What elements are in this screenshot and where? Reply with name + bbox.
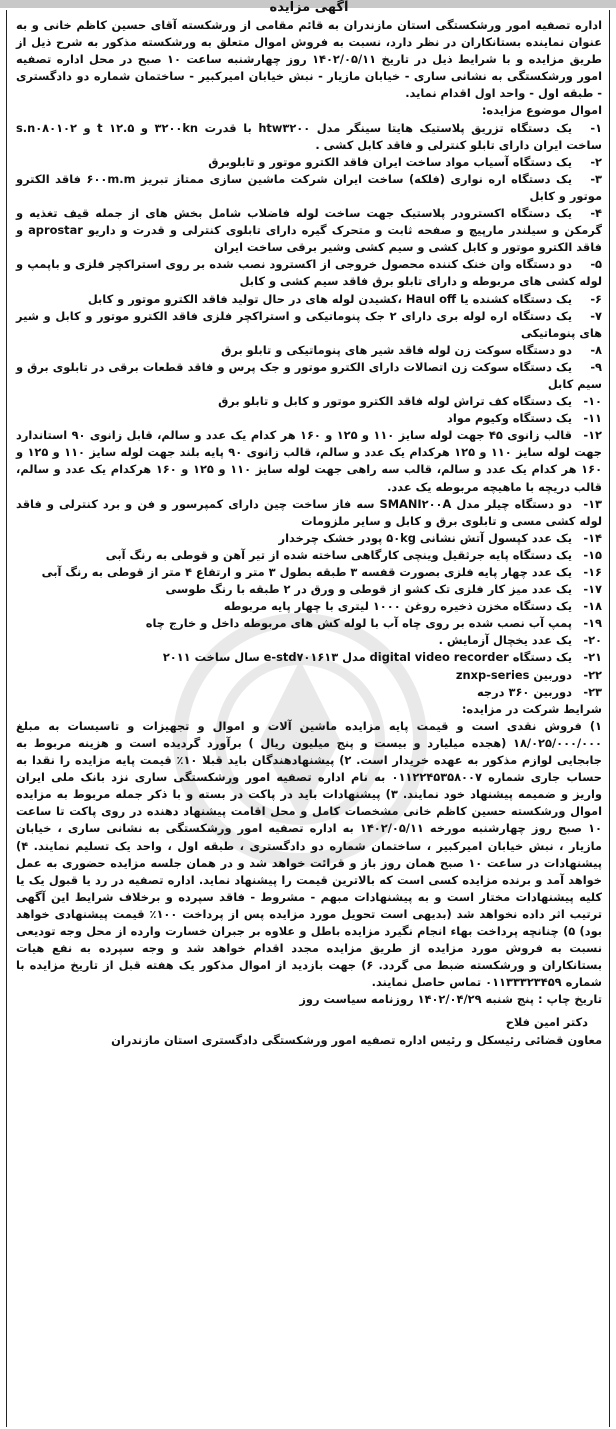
item-number: ۱- <box>590 120 603 135</box>
item-number: ۲۱- <box>583 650 602 665</box>
item-number: ۱۷- <box>583 582 602 597</box>
list-item <box>16 547 602 564</box>
item-number: ۱۰- <box>583 394 602 409</box>
list-item <box>16 496 602 530</box>
item-text: یک دستگاه اکسترودر پلاستیک جهت ساخت لوله فاضلاب شامل بخش های از جمله قیف تغذیه و گرمکن و سیلندر مارپیچ و صفحه ثابت و متحرک گیره دارای تابلوی کنترلی و قدرت و داریو aprostar و فاقد الکترو موتور و کابل کشی و سیم کشی وشیر برقی ساخت ایران <box>16 206 602 255</box>
item-number: ۷- <box>590 308 602 323</box>
items-heading: اموال موضوع مزایده: <box>481 103 602 118</box>
item-text: یک دستگاه سوکت زن اتصالات دارای الکترو موتور و جک پرس و فاقد قطعات برقی در تابلوی برق و سیم کابل <box>16 359 602 391</box>
signature-block <box>16 1014 602 1048</box>
item-text: دوربین ۳۶۰ درجه <box>477 684 572 699</box>
list-item <box>16 154 602 171</box>
item-number: ۵- <box>590 257 602 272</box>
list-item <box>16 205 602 256</box>
item-text: پمپ آب نصب شده بر روی چاه آب با لوله کش های مربوطه داخل و خارج چاه <box>145 616 572 631</box>
item-text: یک دستگاه تزریق پلاستیک هایتا سینگر مدل htw۳۲۰۰ با قدرت ۳۲۰۰kn و ۱۲.۵ t و s.n۰۸۰۱۰۲ ساخت ایران دارای تابلو کنترلی و فاقد کابل کشی . <box>16 120 602 152</box>
item-text: یک دستگاه اره نواری (فلکه) ساخت ایران شرکت ماشین سازی ممتاز تبریز ۶۰۰m.m فاقد الکترو موتور و کابل <box>16 171 602 203</box>
signer-title: معاون قضائی رئیسکل و رئیس اداره تصفیه امور ورشکستگی دادگستری استان مازندران <box>111 1032 602 1047</box>
item-text: دوربین znxp-series <box>455 667 572 682</box>
item-text: یک دستگاه آسیاب مواد ساخت ایران فاقد الکترو موتور و تابلوبرق <box>208 154 572 169</box>
notice-body <box>16 0 602 1049</box>
item-number: ۱۵- <box>583 547 602 562</box>
items-list <box>16 120 602 701</box>
item-text: یک دستگاه وکیوم مواد <box>447 411 572 426</box>
list-item <box>16 667 602 684</box>
item-number: ۱۳- <box>583 496 602 511</box>
conditions-heading: شرایط شرکت در مزایده: <box>461 701 602 716</box>
item-number: ۲- <box>590 154 602 169</box>
list-item <box>16 342 602 359</box>
list-item <box>16 598 602 615</box>
item-number: ۶- <box>590 291 602 306</box>
signer-name: دکتر امین فلاح <box>505 1015 588 1030</box>
list-item <box>16 410 602 427</box>
list-item <box>16 632 602 649</box>
item-number: ۸- <box>590 342 602 357</box>
item-number: ۳- <box>590 171 602 186</box>
list-item <box>16 615 602 632</box>
item-text: یک عدد میز کار فلزی تک کشو از قوطی و ورق در ۲ طبقه با رنگ طوسی <box>165 582 572 597</box>
item-text: دو دستگاه سوکت زن لوله فاقد شیر های پنوماتیکی و تابلو برق <box>221 342 572 357</box>
list-item <box>16 256 602 290</box>
notice-title: آگهی مزایده <box>269 0 349 15</box>
item-number: ۱۶- <box>583 565 602 579</box>
item-number: ۱۹- <box>583 616 602 631</box>
item-text: دو دستگاه وان خنک کننده محصول خروجی از اکسترود نصب شده بر روی استراکچر فلزی و باپمپ و لوله کشی های مربوطه و دارای تابلو برق فاقد سیم کشی و کابل <box>16 257 602 289</box>
item-number: ۴- <box>590 206 602 221</box>
item-number: ۱۸- <box>583 599 602 614</box>
print-date: تاریخ چاپ : پنج شنبه ۱۴۰۲/۰۴/۲۹ روزنامه سیاست روز <box>299 992 602 1007</box>
item-text: دو دستگاه چیلر مدل SMANI۲۰۰A سه فاز ساخت چین دارای کمپرسور و فن و برد کنترلی و فاقد لوله کشی مسی و تابلوی برق و کابل و سایر ملزومات <box>16 496 602 528</box>
list-item <box>16 649 602 666</box>
item-number: ۱۱- <box>583 411 602 426</box>
conditions-text: ۱) فروش نقدی است و قیمت پایه مزایده ماشین آلات و اموال و تجهیزات و تاسیسات به مبلغ ۱۸/۰۲۵/۰۰۰/۰۰۰ (هجده میلیارد و بیست و پنج میلیون ریال ) برآورد گردیده است و هزینه مربوط به جابجایی لوازم مذکور به عهده خریدار است. ۲) پیشنهادهندگان باید قبلا ۱۰٪ قیمت پایه مزایده را نقدا به حساب جاری شماره ۰۱۱۲۲۴۵۳۵۸۰۰۷ به نام اداره تصفیه امور ورشکستگی ساری نزد بانک ملی ایران واریز و ضمیمه پیشنهاد خود نمایند. ۳) پیشنهادات باید در پاکت در بسته و با ذکر جمله مربوط به مزایده اموال ورشکسته حسین کاظم خانی مشخصات کامل و محل اقامت پیشنهاد دهنده در روی پاکت تا ساعت ۱۰ صبح روز چهارشنبه مورخه ۱۴۰۲/۰۵/۱۱ به اداره تصفیه امور ورشکستگی به نشانی ساری ، خیابان مازیار ، نبش خیابان امیرکبیر ، ساختمان شماره دو دادگستری ، طبقه اول ، واحد یک تسلیم نمایند. ۴) پیشنهادات در ساعت ۱۰ صبح همان روز باز و قرائت خواهد شد و در همان جلسه مزایده حضوری به عمل خواهد آمد و برنده مزایده کسی است که بالاترین قیمت را پیشنهاد نماید. اداره تصفیه در رد یا قبول یک یا کلیه پیشنهادات مختار است و به پیشنهادات مبهم - مشروط - فاقد سپرده و برخلاف شرایط این آگهی ترتیب اثر داده نخواهد شد (بدیهی است تحویل مورد مزایده پس از پرداخت ۱۰۰٪ قیمت پیشنهادی خواهد بود) ۵) چنانچه پرداخت بهاء انجام نگیرد مزایده باطل و علاوه بر جبران خسارت وارده از محل وجه تودیعی نسبت به فروش مورد مزایده از طریق مزایده مجدد اقدام خواهد شد و وجه سپرده به نفع هیات بستانکاران و ورشکسته ضبط می گردد. ۶) جهت بازدید از اموال مذکور یک هفته قبل از تاریخ مزایده با شماره ۰۱۱۳۳۳۲۳۴۵۹ تماس حاصل نمایند. <box>16 718 603 990</box>
list-item <box>16 308 602 342</box>
item-number: ۱۲- <box>583 428 602 443</box>
list-item <box>16 393 602 410</box>
item-number: ۱۴- <box>583 530 602 545</box>
item-text: یک عدد چهار پایه فلزی بصورت قفسه ۳ طبقه بطول ۳ متر و ارتفاع ۴ متر از قوطی به رنگ آبی <box>41 565 572 579</box>
list-item <box>16 530 602 547</box>
item-number: ۹- <box>590 359 602 374</box>
item-text: یک عدد یخچال آزمایش . <box>438 633 572 648</box>
item-text: یک دستگاه پایه جرثقیل وینچی کارگاهی ساخته شده از تیر آهن و قوطی به رنگ آبی <box>105 547 572 562</box>
list-item <box>16 291 602 308</box>
item-text: یک دستگاه کف تراش لوله فاقد الکترو موتور و کابل و تابلو برق <box>218 394 572 409</box>
item-text: یک دستگاه اره لوله بری دارای ۲ جک پنوماتیکی و استراکچر فلزی فاقد الکترو موتور و کابل و شیر های پنوماتیکی <box>16 308 602 340</box>
item-text: یک عدد کپسول آتش نشانی ۵۰kg پودر خشک چرخدار <box>278 530 572 545</box>
notice-intro: اداره تصفیه امور ورشکستگی استان مازندران به قائم مقامی از ورشکسته آقای حسین کاظم خانی و به عنوان نماینده بستانکاران در نظر دارد، نسبت به فروش اموال متعلق به ورشکسته مذکور به شرح ذیل از طریق مزایده و با شرایط ذیل در تاریخ ۱۴۰۲/۰۵/۱۱ روز چهارشنبه ساعت ۱۰ صبح در محل اداره تصفیه امور ورشکستگی به نشانی ساری - خیابان مازیار - نبش خیابان امیرکبیر - ساختمان شماره دو دادگستری - طبقه اول - واحد اول اقدام نماید. <box>16 18 602 101</box>
list-item <box>16 171 602 205</box>
item-text: یک دستگاه digital video recorder مدل e-std۷۰۱۶۱۳ سال ساخت ۲۰۱۱ <box>162 650 572 665</box>
item-number: ۲۰- <box>583 633 602 648</box>
list-item <box>16 684 602 701</box>
list-item <box>16 581 602 598</box>
list-item <box>16 564 602 581</box>
item-number: ۲۲- <box>583 667 602 682</box>
item-text: یک دستگاه مخزن ذخیره روغن ۱۰۰۰ لیتری با چهار پایه مربوطه <box>223 599 572 614</box>
item-text: قالب زانوی ۴۵ جهت لوله سایز ۱۱۰ و ۱۲۵ و ۱۶۰ هر کدام یک عدد و سالم، قابل زانوی ۹۰ استاندارد جهت لوله سایز ۱۱۰ و ۱۲۵ هرکدام یک عدد و سالم، قالب زانوی ۹۰ پایه بلند جهت لوله سایز ۱۱۰ و ۱۲۵ و ۱۶۰ هر کدام یک عدد و سالم، قالب سه راهی جهت لوله سایز ۱۱۰ و ۱۲۵ و ۱۶۰ هرکدام یک عدد و سالم، قالب دریچه با ماهیچه مربوطه یک عدد. <box>16 428 603 494</box>
item-text: یک دستگاه کشنده یا Haul off ،کشیدن لوله های در حال تولید فاقد الکترو موتور و کابل <box>87 291 572 306</box>
list-item <box>16 359 602 393</box>
list-item <box>16 120 602 154</box>
item-number: ۲۳- <box>583 684 602 699</box>
list-item <box>16 427 602 495</box>
